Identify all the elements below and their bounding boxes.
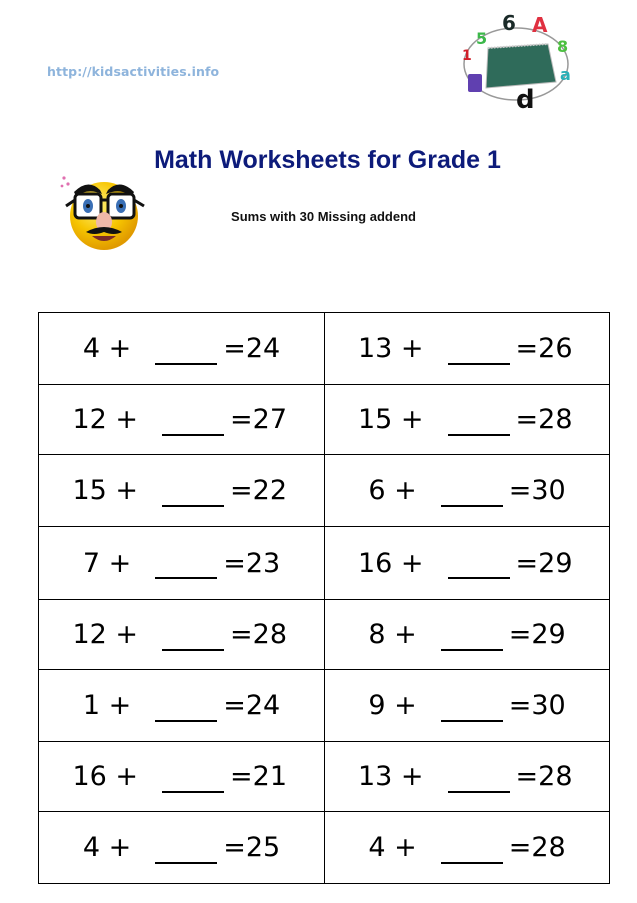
sum-value: =28 bbox=[508, 832, 566, 863]
known-addend: 12 + bbox=[72, 404, 139, 435]
known-addend: 13 + bbox=[357, 761, 424, 792]
known-addend: 1 + bbox=[82, 690, 132, 721]
known-addend: 6 + bbox=[368, 475, 417, 506]
worksheet-row bbox=[39, 313, 610, 385]
problem-cell bbox=[39, 527, 325, 600]
page-subtitle: Sums with 30 Missing addend bbox=[231, 209, 416, 224]
problem-cell bbox=[324, 455, 610, 527]
sum-value: =28 bbox=[515, 761, 573, 792]
svg-text:A: A bbox=[532, 13, 548, 37]
sum-value: =22 bbox=[230, 475, 288, 506]
missing-addend-blank[interactable] bbox=[441, 698, 503, 722]
alphabet-table-logo bbox=[456, 4, 576, 114]
sum-value: =24 bbox=[223, 333, 281, 364]
worksheet-row bbox=[39, 670, 610, 742]
worksheet-row bbox=[39, 527, 610, 600]
missing-addend-blank[interactable] bbox=[448, 769, 510, 793]
sum-value: =29 bbox=[515, 547, 573, 579]
missing-addend-blank[interactable] bbox=[155, 698, 217, 722]
missing-addend-blank[interactable] bbox=[155, 840, 217, 864]
missing-addend-blank[interactable] bbox=[441, 840, 503, 864]
problem-cell bbox=[39, 385, 325, 455]
problem-cell bbox=[324, 812, 610, 884]
sum-value: =27 bbox=[230, 404, 288, 435]
sum-value: =26 bbox=[515, 333, 573, 364]
known-addend: 9 + bbox=[368, 690, 417, 721]
known-addend: 13 + bbox=[357, 333, 424, 364]
svg-text:1: 1 bbox=[462, 48, 472, 64]
known-addend: 8 + bbox=[368, 619, 417, 650]
sum-value: =28 bbox=[515, 404, 573, 435]
svg-text:d: d bbox=[516, 85, 535, 114]
disguise-smiley-icon bbox=[58, 166, 154, 254]
missing-addend-blank[interactable] bbox=[448, 412, 510, 436]
known-addend: 4 + bbox=[82, 832, 132, 863]
page-title: Math Worksheets for Grade 1 bbox=[154, 146, 501, 174]
problem-cell bbox=[324, 313, 610, 385]
missing-addend-blank[interactable] bbox=[155, 341, 217, 365]
worksheet-row bbox=[39, 812, 610, 884]
problem-cell bbox=[39, 313, 325, 385]
missing-addend-blank[interactable] bbox=[441, 627, 503, 651]
known-addend: 15 + bbox=[357, 404, 424, 435]
worksheet-row bbox=[39, 600, 610, 670]
problem-cell bbox=[39, 600, 325, 670]
missing-addend-blank[interactable] bbox=[448, 341, 510, 365]
sum-value: =30 bbox=[508, 475, 566, 506]
known-addend: 16 + bbox=[72, 761, 139, 792]
known-addend: 7 + bbox=[82, 547, 132, 579]
problem-cell bbox=[39, 670, 325, 742]
missing-addend-blank[interactable] bbox=[441, 483, 503, 507]
svg-text:6: 6 bbox=[502, 11, 516, 35]
problem-cell bbox=[324, 600, 610, 670]
problem-cell bbox=[324, 670, 610, 742]
missing-addend-blank[interactable] bbox=[448, 555, 510, 579]
problem-cell bbox=[324, 385, 610, 455]
sum-value: =29 bbox=[508, 619, 566, 650]
svg-text:a: a bbox=[560, 65, 571, 84]
missing-addend-blank[interactable] bbox=[162, 412, 224, 436]
sum-value: =21 bbox=[230, 761, 288, 792]
known-addend: 12 + bbox=[72, 619, 139, 650]
missing-addend-blank[interactable] bbox=[155, 555, 217, 579]
problem-cell bbox=[39, 455, 325, 527]
problem-cell bbox=[324, 742, 610, 812]
addition-worksheet-table bbox=[38, 312, 610, 884]
known-addend: 15 + bbox=[72, 475, 139, 506]
missing-addend-blank[interactable] bbox=[162, 483, 224, 507]
sum-value: =28 bbox=[230, 619, 288, 650]
worksheet-row bbox=[39, 385, 610, 455]
svg-text:5: 5 bbox=[476, 29, 488, 48]
sum-value: =30 bbox=[508, 690, 566, 721]
known-addend: 4 + bbox=[82, 333, 132, 364]
problem-cell bbox=[39, 742, 325, 812]
problem-cell bbox=[324, 527, 610, 600]
sum-value: =24 bbox=[223, 690, 281, 721]
site-url-link[interactable]: http://kidsactivities.info bbox=[47, 64, 220, 79]
problem-cell bbox=[39, 812, 325, 884]
known-addend: 4 + bbox=[368, 832, 417, 863]
worksheet-row bbox=[39, 455, 610, 527]
svg-text:8: 8 bbox=[557, 37, 569, 56]
sum-value: =25 bbox=[223, 832, 281, 863]
sum-value: =23 bbox=[223, 547, 281, 579]
known-addend: 16 + bbox=[357, 547, 424, 579]
missing-addend-blank[interactable] bbox=[162, 627, 224, 651]
missing-addend-blank[interactable] bbox=[162, 769, 224, 793]
worksheet-row bbox=[39, 742, 610, 812]
